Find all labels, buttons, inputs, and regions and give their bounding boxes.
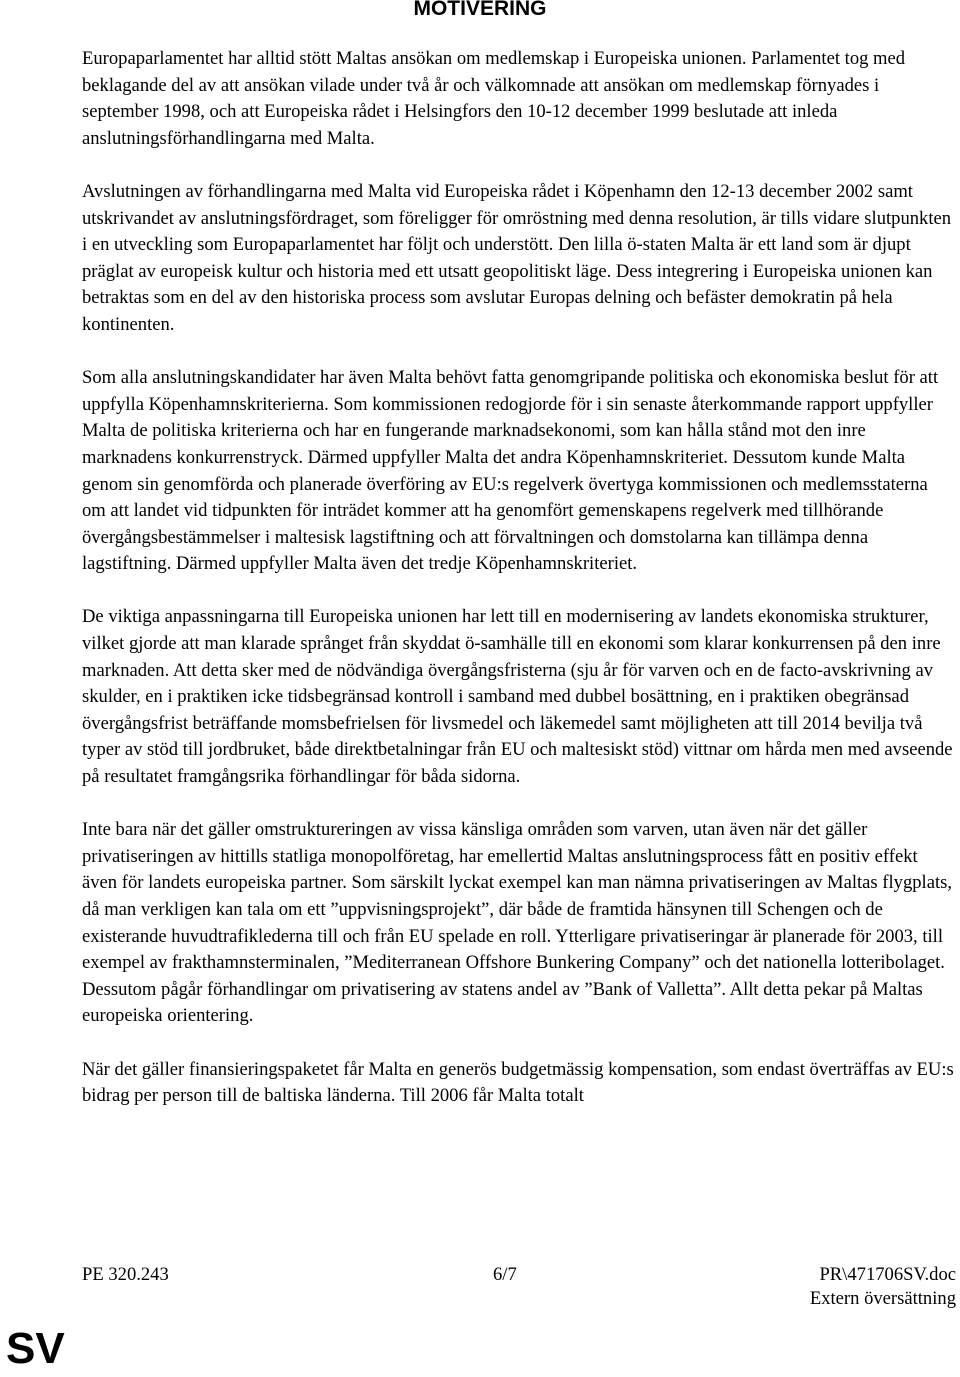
- paragraph-2: Avslutningen av förhandlingarna med Malta vid Europeiska rådet i Köpenhamn den 12-13 december 2002 samt utskrivandet av anslutningsfördraget, som föreligger för omröstning med denna resolution, är tills vidare slutpunkten i en utveckling som Europaparlamentet har följt och understött. Den lilla ö-staten Malta är ett land som är djupt präglat av europeisk kultur och historia med ett utsatt geopolitiskt läge. Dess integrering i Europeiska unionen kan betraktas som en del av den historiska process som avslutar Europas delning och befäster demokratin på hela kontinenten.: [82, 180, 952, 335]
- paragraph-1: Europaparlamentet har alltid stött Maltas ansökan om medlemskap i Europeiska unionen. Parlamentet tog med beklagande del av att ansökan vilade under två år och välkomnade att ansökan om medlemskap förnyades i september 1998, och att Europeiska rådet i Helsingfors den 10-12 december 1999 beslutade att inleda anslutningsförhandlingarna med Malta.: [82, 48, 906, 149]
- paragraph-4: De viktiga anpassningarna till Europeiska unionen har lett till en modernisering av landets ekonomiska strukturer, vilket gjorde att man klarade språnget från skyddat ö-samhälle till en ekonomi som klarar konkurrensen på den inre marknaden. Att detta sker med de nödvändiga övergångsfristerna (sju år för varven och en de facto-avskrivning av skulder, en i praktiken icke tidsbegränsad kontroll i samband med dubbel bosättning, en i praktiken obegränsad övergångsfrist beträffande momsbefrielsen för livsmedel och läkemedel samt möjligheten att till 2014 bevilja två typer av stöd till jordbruket, både direktbetalningar från EU och maltesiskt stöd) vittnar om hårda men med avseende på resultatet framgångsrika förhandlingar för båda sidorna.: [82, 606, 953, 788]
- footer-translation-label: Extern översättning: [809, 1288, 956, 1309]
- page-title: MOTIVERING: [413, 0, 547, 20]
- language-code: SV: [6, 1324, 65, 1373]
- paragraph-3: Som alla anslutningskandidater har även Malta behövt fatta genomgripande politiska och ekonomiska beslut för att uppfylla Köpenhamnskriterierna. Som kommissionen redogjorde för i sin senaste återkommande rapport uppfyller Malta de politiska kriterierna och har en fungerande marknadsekonomi, som kan hålla stånd mot den inre marknadens konkurrenstryck. Därmed uppfyller Malta det andra Köpenhamnskriteriet. Dessutom kunde Malta genom sin genomförda och planerade överföring av EU:s regelverk övertyga kommissionen och medlemsstaterna om att landet vid tidpunkten för inträdet kommer att ha genomfört gemenskapens regelverk med tillhörande övergångsbestämmelser i maltesisk lagstiftning och att förvaltningen och domstolarna kan tillämpa denna lagstiftning. Därmed uppfyller Malta även det tredje Köpenhamnskriteriet.: [82, 367, 939, 575]
- footer-document-id: PR\471706SV.doc: [819, 1264, 956, 1285]
- footer-reference: PE 320.243: [82, 1264, 169, 1285]
- paragraph-6: När det gäller finansieringspaketet får Malta en generös budgetmässig kompensation, som endast överträffas av EU:s bidrag per person till de baltiska länderna. Till 2006 får Malta totalt: [82, 1058, 954, 1107]
- document-body: [82, 46, 954, 1110]
- paragraph-5: Inte bara när det gäller omstruktureringen av vissa känsliga områden som varven, utan även när det gäller privatiseringen av hittills statliga monopolföretag, har emellertid Maltas anslutningsprocess fått en positiv effekt även för landets europeiska partner. Som särskilt lyckat exempel kan man nämna privatiseringen av Maltas flygplats, då man verkligen kan tala om ett ”uppvisningsprojekt”, där både de framtida hänsynen till Schengen och de existerande huvudtrafiklederna till och från EU spelade en roll. Ytterligare privatiseringar är planerade för 2003, till exempel av frakthamnsterminalen, ”Mediterranean Offshore Bunkering Company” och det nationella lotteribolaget. Dessutom pågår förhandlingar om privatisering av statens andel av ”Bank of Valletta”. Allt detta pekar på Maltas europeiska orientering.: [82, 819, 953, 1027]
- footer-page-number: 6/7: [493, 1264, 517, 1285]
